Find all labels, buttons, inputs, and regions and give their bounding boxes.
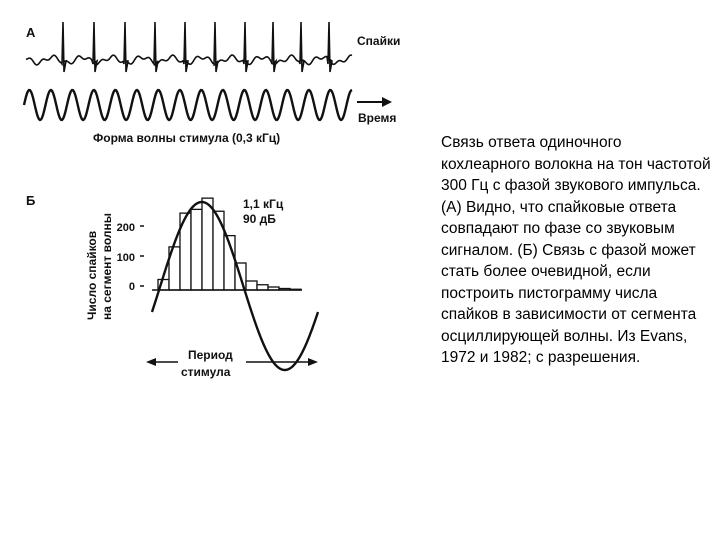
y-axis-label-line2: на сегмент волны xyxy=(100,213,114,320)
stimulus-label: Форма волны стимула (0,3 кГц) xyxy=(93,131,281,145)
histogram-bar xyxy=(257,285,268,290)
time-label: Время xyxy=(358,111,397,125)
histogram-bar xyxy=(246,281,257,290)
figure-graphic xyxy=(0,0,430,400)
period-label-line2: стимула xyxy=(181,365,231,379)
period-arrow-left-head xyxy=(146,358,156,366)
time-arrow-head xyxy=(382,97,392,107)
y-tick-100: 100 xyxy=(116,252,135,264)
y-tick-200: 200 xyxy=(116,222,135,234)
panel-a-label: А xyxy=(26,25,36,40)
figure-caption: Связь ответа одиночного кохлеарного волокна на тон частотой 300 Гц с фазой звукового импульса. (А) Видно, что спайковые ответа совпадают по фазе со звуковым сигналом. (Б) Связь с фазой может стать более очевидной, если построить пистограмму числа спайков в зависимости от сегмента осциллирующей волны. Из Evans, 1972 и 1982; с разрешения. xyxy=(441,134,711,366)
histogram-bar xyxy=(191,209,202,290)
histogram-bar xyxy=(213,211,224,290)
histogram-bar xyxy=(202,198,213,290)
period-label-line1: Период xyxy=(188,348,233,362)
figure xyxy=(0,0,430,400)
y-tick-0: 0 xyxy=(128,281,135,293)
period-arrow-right-head xyxy=(308,358,318,366)
stimulus-waveform xyxy=(24,90,352,120)
spike-trace xyxy=(26,22,352,72)
level-label: 90 дБ xyxy=(243,212,276,226)
spikes-label: Спайки xyxy=(357,34,401,48)
y-axis-label-line1: Число спайков xyxy=(85,230,99,320)
y-tick-labels xyxy=(117,222,135,293)
frequency-label: 1,1 кГц xyxy=(243,197,284,211)
panel-b-label: Б xyxy=(26,193,36,208)
